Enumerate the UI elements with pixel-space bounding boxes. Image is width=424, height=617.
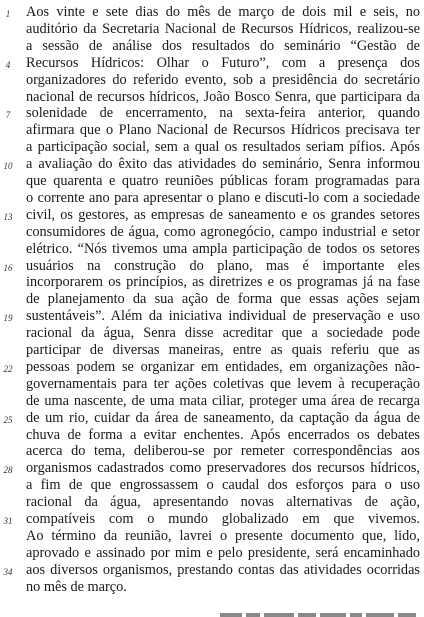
text-line <box>0 156 424 173</box>
line-number: 34 <box>3 566 13 577</box>
line-text: participar de diversas maneiras, entre as quais referiu que as <box>26 342 420 358</box>
line-text: usuários na construção do plano, mas é importante eles <box>26 257 420 274</box>
text-line <box>0 55 424 72</box>
line-text: aos diversos organismos, prestando contas das atividades ocorridas <box>26 561 420 578</box>
text-line <box>0 393 424 410</box>
line-text: solenidade de encerramento, na sexta-feira anterior, quando <box>26 105 420 122</box>
line-text: incorporarem os princípios, as diretrizes e os programas já na fase <box>26 274 420 291</box>
text-line <box>0 325 424 342</box>
line-number: 13 <box>3 211 13 222</box>
text-line <box>0 477 424 494</box>
text-line <box>0 89 424 106</box>
text-line <box>0 460 424 477</box>
text-line <box>0 241 424 258</box>
text-line <box>0 427 424 444</box>
line-text: governamentais para ter ações coletivas que levem à recuperação <box>26 375 420 392</box>
cropped-footer-text <box>210 609 420 617</box>
line-text: de uma nascente, de uma mata ciliar, proteger uma área de recarga <box>26 392 420 409</box>
line-text: chuva de forma a evitar enchentes. Após encerrados os debates <box>26 426 420 443</box>
line-text: a fim de que engrossassem o caudal dos esforços para o uso <box>26 477 420 494</box>
text-line <box>0 410 424 427</box>
text-line <box>0 122 424 139</box>
text-line <box>0 579 424 596</box>
text-line <box>0 139 424 156</box>
text-line <box>0 21 424 38</box>
line-number: 25 <box>3 414 13 425</box>
text-line <box>0 308 424 325</box>
line-text: consumidores de água, como agronegócio, campo industrial e setor <box>26 223 420 240</box>
text-line <box>0 105 424 122</box>
line-text: de planejamento da sua ação de forma que essas ações sejam <box>26 291 420 308</box>
line-text: auditório da Secretaria Nacional de Recursos Hídricos, realizou-se <box>26 20 420 37</box>
line-text: afirmara que o Plano Nacional de Recursos Hídricos precisava ter <box>26 122 420 139</box>
line-number: 28 <box>3 465 13 476</box>
line-text: a sessão de análise dos resultados do seminário “Gestão de <box>26 37 420 54</box>
line-number: 31 <box>3 516 13 526</box>
line-text: nacional de recursos hídricos, João Bosco Senra, que participara da <box>26 88 420 105</box>
line-number: 4 <box>5 59 11 70</box>
text-line <box>0 72 424 89</box>
text-line <box>0 342 424 359</box>
line-text: Ao término da reunião, lavrei o presente documento que, lido, <box>26 527 420 544</box>
text-line <box>0 494 424 511</box>
line-number: 7 <box>5 110 11 121</box>
text-line <box>0 207 424 224</box>
line-number: 22 <box>3 363 13 374</box>
line-text: racional da água, apresentando novas alternativas de ação, <box>26 494 420 511</box>
line-text: racional da água, Senra disse acreditar que a sociedade pode <box>26 325 420 342</box>
text-line <box>0 528 424 545</box>
line-text: elétrico. “Nós tivemos uma ampla participação de todos os setores <box>26 240 420 257</box>
line-text: de um rio, cuidar da área de saneamento, da captação da água de <box>26 409 420 426</box>
line-text: a participação social, sem a qual os resultados seriam pífios. Após <box>26 139 420 156</box>
line-text: aprovado e assinado por mim e pelo presidente, será encaminhado <box>26 544 420 561</box>
line-text: civil, os gestores, as empresas de saneamento e os grandes setores <box>26 206 420 223</box>
line-text: Recursos Hídricos: Olhar o Futuro”, com a presença dos <box>26 54 420 71</box>
text-line <box>0 173 424 190</box>
text-line <box>0 274 424 291</box>
text-line <box>0 562 424 579</box>
text-line <box>0 545 424 562</box>
text-line <box>0 291 424 308</box>
line-text: o corrente ano para apresentar o plano e discuti-lo com a sociedade <box>26 189 420 206</box>
line-text: organismos cadastrados como preservadores dos recursos hídricos, <box>26 460 420 477</box>
line-text: no mês de março. <box>26 578 127 595</box>
line-number: 1 <box>5 9 11 19</box>
line-text: pessoas podem se organizar em entidades, em organizações não- <box>26 358 420 375</box>
line-text: a avaliação do êxito das atividades do seminário, Senra informou <box>26 156 420 173</box>
text-line <box>0 224 424 241</box>
line-number: 19 <box>3 313 13 324</box>
text-line <box>0 359 424 376</box>
line-text: acerca do tema, deliberou-se por remeter correspondências aos <box>26 443 420 460</box>
line-text: sustentáveis”. Além da iniciativa individual de preservação e uso <box>26 308 420 325</box>
line-number: 10 <box>3 161 13 172</box>
line-text: que quarenta e quatro reuniões públicas foram programadas para <box>26 173 420 189</box>
line-text: organizadores do referido evento, sob a presidência do secretário <box>26 71 420 88</box>
text-line <box>0 376 424 393</box>
text-line <box>0 443 424 460</box>
text-line <box>0 38 424 55</box>
line-number: 16 <box>3 262 13 273</box>
text-line <box>0 258 424 275</box>
text-line <box>0 4 424 21</box>
text-line <box>0 511 424 528</box>
text-line <box>0 190 424 207</box>
line-text: compatíveis com o mundo globalizado em que vivemos. <box>26 511 420 527</box>
line-text: Aos vinte e sete dias do mês de março de dois mil e seis, no <box>26 4 420 20</box>
